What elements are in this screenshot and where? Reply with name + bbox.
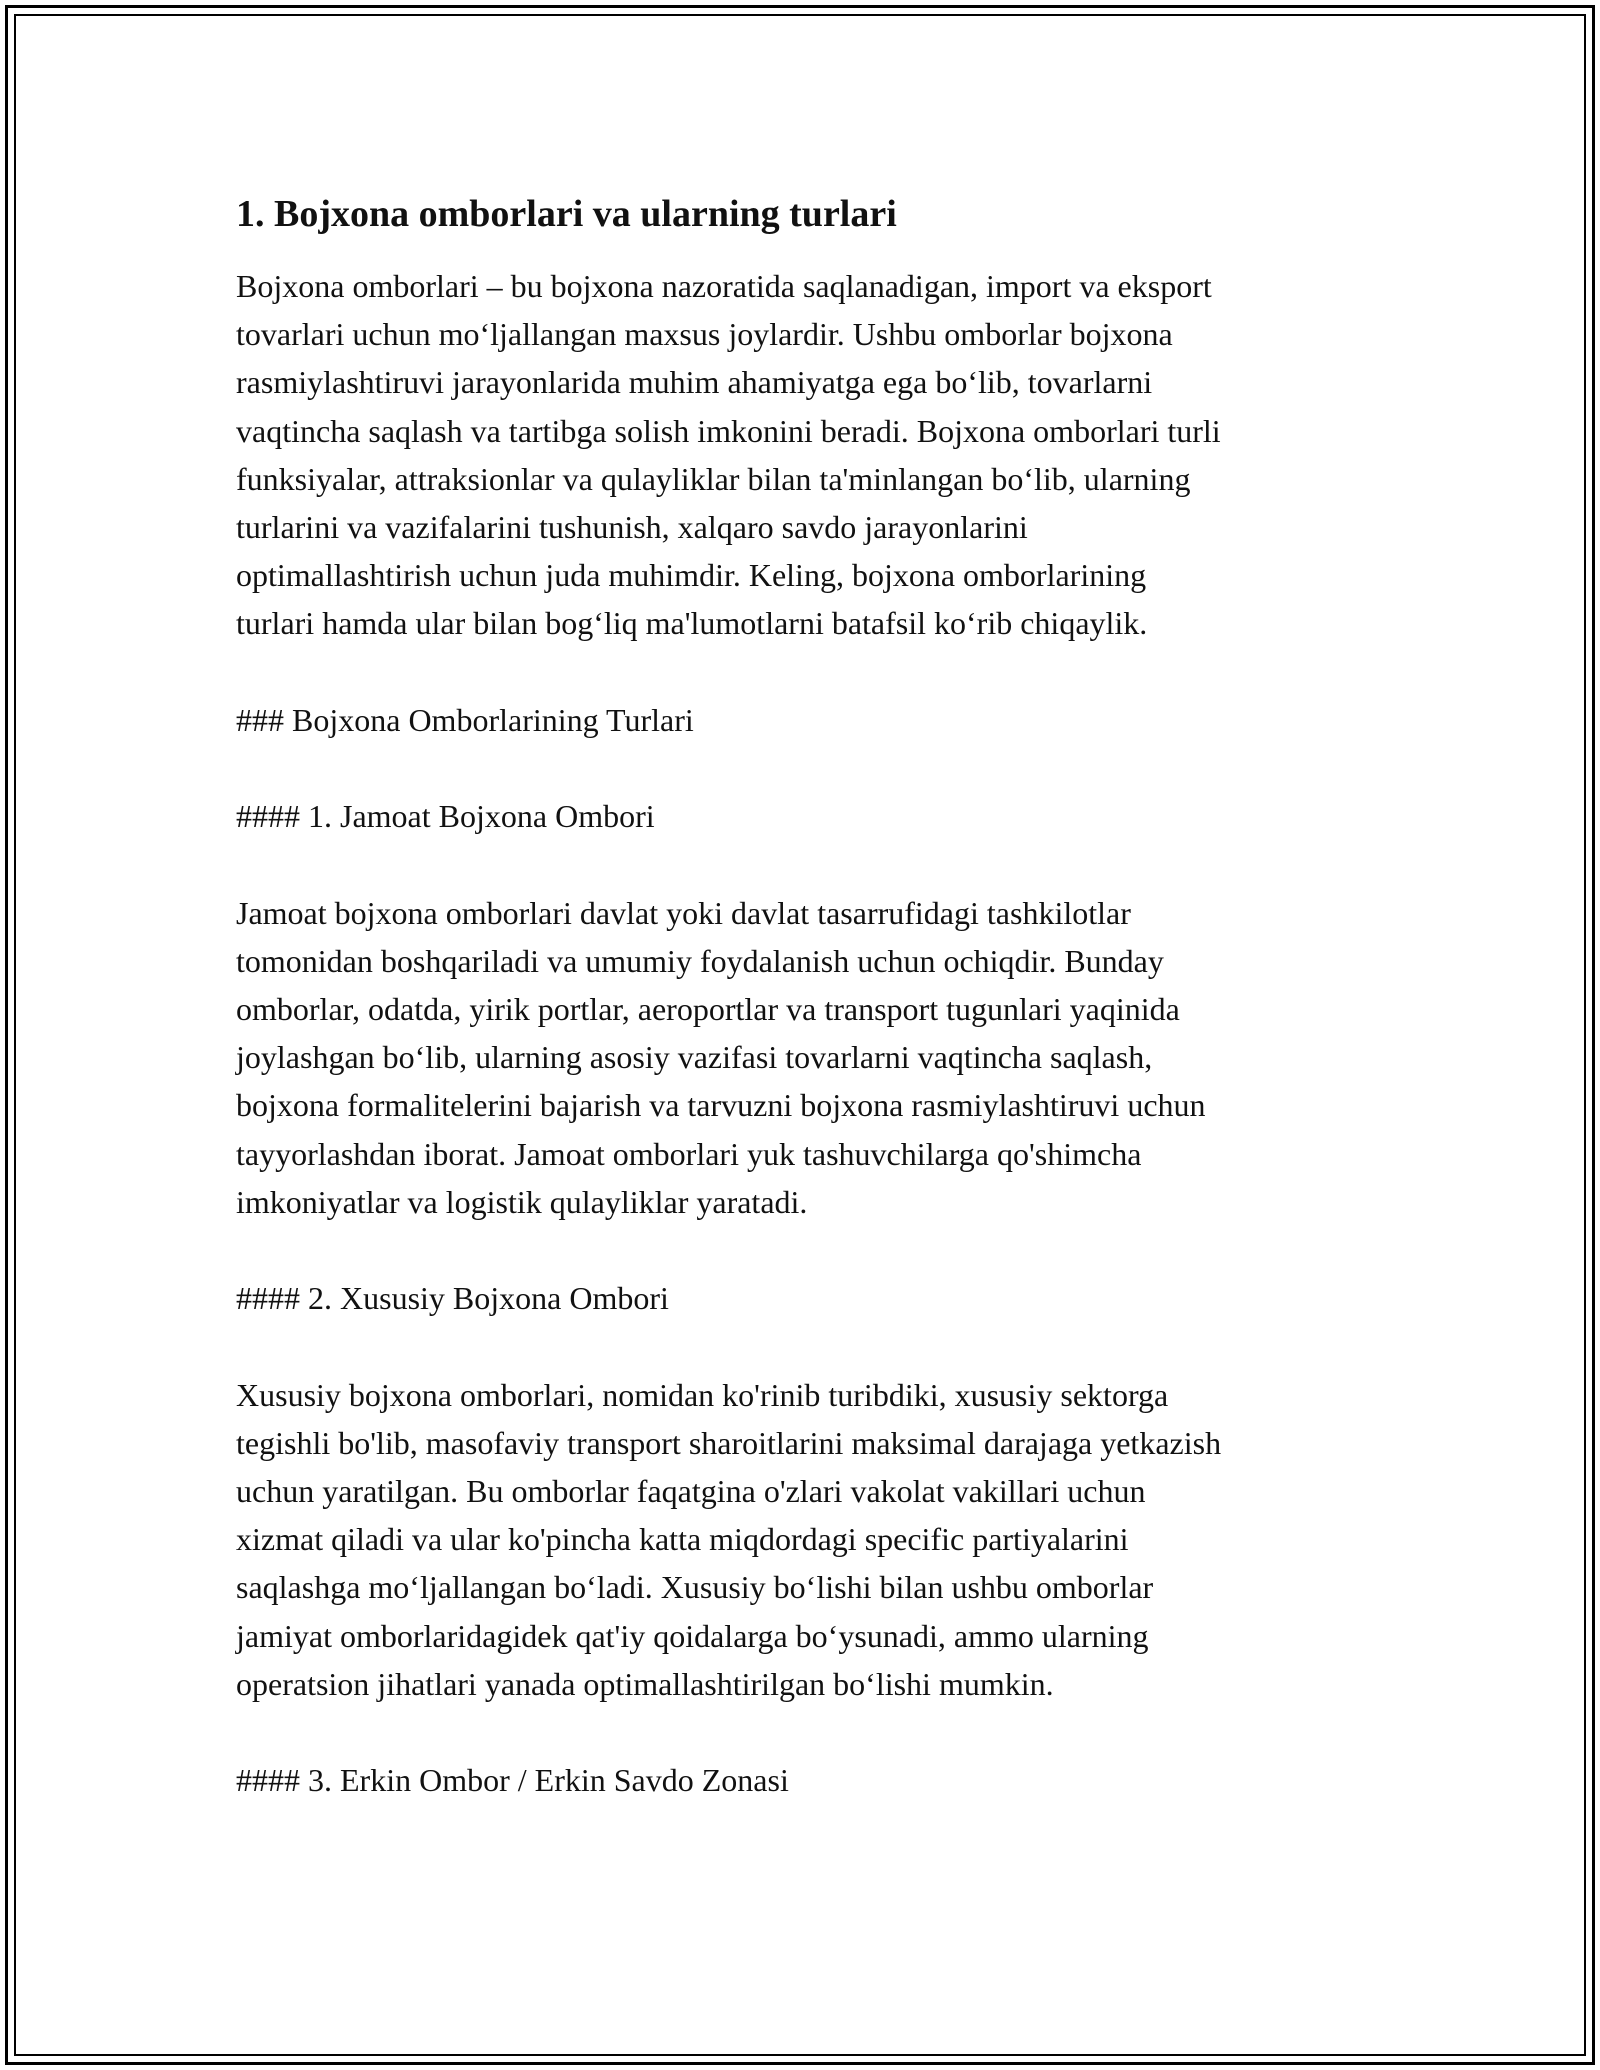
blank-line [236,1708,1376,1756]
blank-line [236,1322,1376,1370]
document-body [236,186,1376,1804]
text-line: optimallashtirish uchun juda muhimdir. Keling, bojxona omborlarining [236,557,1147,594]
section-heading [236,696,1376,744]
blank-line [236,1226,1376,1274]
text-line: imkoniyatlar va logistik qulayliklar yaratadi. [236,1183,808,1220]
blank-line [236,744,1376,792]
intro-paragraph [236,262,1376,648]
text-line: saqlashga mo‘ljallangan bo‘ladi. Xususiy bo‘lishi bilan ushbu omborlar [236,1569,1154,1606]
text-line: joylashgan bo‘lib, ularning asosiy vazifasi tovarlarni vaqtincha saqlash, [236,1039,1153,1076]
text-line: tegishli bo'lib, masofaviy transport sharoitlarini maksimal darajaga yetkazish [236,1424,1222,1461]
subsection-heading-2 [236,1274,1376,1322]
subsection-heading-text: #### 3. Erkin Ombor / Erkin Savdo Zonasi [236,1762,789,1799]
text-line: vaqtincha saqlash va tartibga solish imkonini beradi. Bojxona omborlari turli [236,412,1221,449]
text-line: uchun yaratilgan. Bu omborlar faqatgina o'zlari vakolat vakillari uchun [236,1473,1146,1509]
text-line: jamiyat omborlaridagidek qat'iy qoidalarga bo‘ysunadi, ammo ularning [236,1617,1149,1654]
text-line: omborlar, odatda, yirik portlar, aeroportlar va transport tugunlari yaqinida [236,991,1180,1027]
text-line: Bojxona omborlari – bu bojxona nazoratida saqlanadigan, import va eksport [236,268,1212,304]
text-line: tayyorlashdan iborat. Jamoat omborlari yuk tashuvchilarga qo'shimcha [236,1135,1142,1172]
text-line: tomonidan boshqariladi va umumiy foydalanish uchun ochiqdir. Bunday [236,942,1164,979]
subsection-2-paragraph [236,1371,1376,1708]
page-title: 1. Bojxona omborlari va ularning turlari [236,193,897,235]
text-line: Xususiy bojxona omborlari, nomidan ko'rinib turibdiki, xususiy sektorga [236,1376,1169,1413]
text-line: xizmat qiladi va ular ko'pincha katta miqdordagi specific partiyalarini [236,1521,1129,1558]
subsection-heading-3 [236,1756,1376,1804]
text-line: turlari hamda ular bilan bog‘liq ma'lumotlarni batafsil ko‘rib chiqaylik. [236,605,1148,642]
text-line: tovarlari uchun mo‘ljallangan maxsus joylardir. Ushbu omborlar bojxona [236,316,1173,353]
subsection-heading-text: #### 2. Xususiy Bojxona Ombori [236,1280,669,1317]
subsection-heading-text: #### 1. Jamoat Bojxona Ombori [236,798,655,835]
section-heading-text: ### Bojxona Omborlarining Turlari [236,701,694,738]
text-line: turlarini va vazifalarini tushunish, xalqaro savdo jarayonlarini [236,509,1028,546]
text-line: bojxona formalitelerini bajarish va tarvuzni bojxona rasmiylashtiruvi uchun [236,1087,1206,1124]
blank-line [236,840,1376,888]
text-line: operatsion jihatlari yanada optimallashtirilgan bo‘lishi mumkin. [236,1665,1054,1702]
blank-line [236,648,1376,696]
text-line: Jamoat bojxona omborlari davlat yoki davlat tasarrufidagi tashkilotlar [236,894,1131,931]
text-line: funksiyalar, attraksionlar va qulayliklar bilan ta'minlangan bo‘lib, ularning [236,460,1191,497]
subsection-heading-1 [236,792,1376,840]
subsection-1-paragraph [236,889,1376,1226]
text-line: rasmiylashtiruvi jarayonlarida muhim ahamiyatga ega bo‘lib, tovarlarni [236,364,1153,401]
